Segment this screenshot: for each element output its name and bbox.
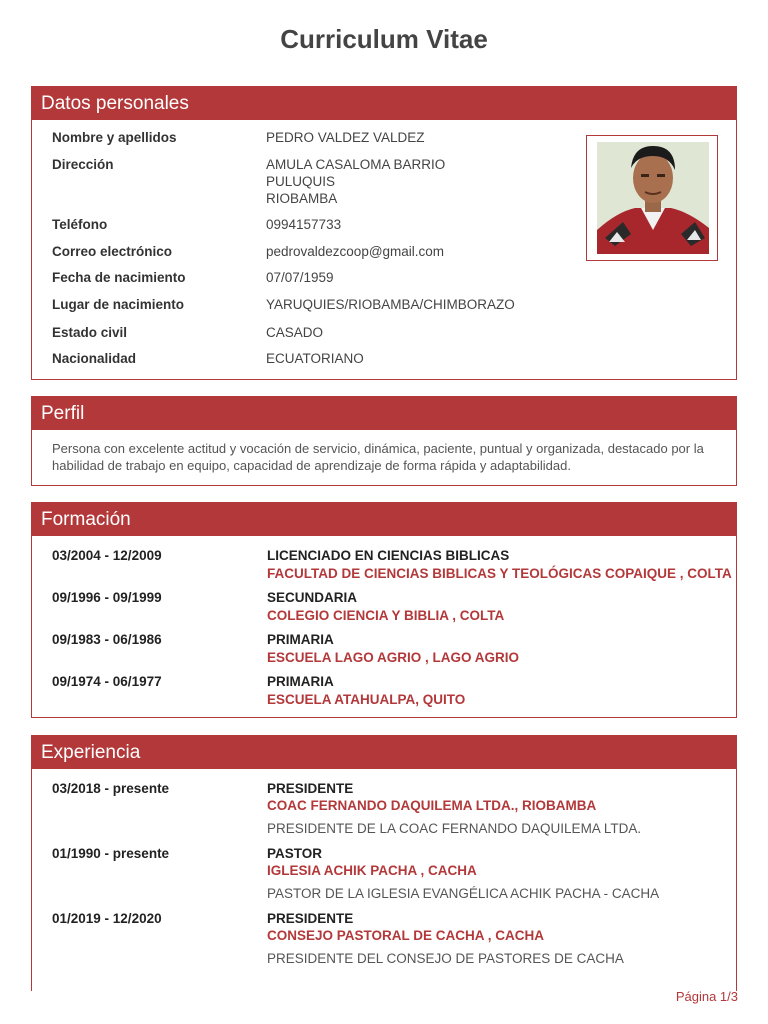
section-header-education: Formación	[32, 503, 736, 536]
field-value-birthdate: 07/07/1959	[266, 270, 334, 285]
field-label-name: Nombre y apellidos	[52, 130, 177, 145]
field-label-email: Correo electrónico	[52, 244, 173, 259]
education-title: SECUNDARIA	[267, 590, 358, 605]
section-profile	[31, 396, 737, 486]
field-value-phone: 0994157733	[266, 217, 342, 232]
education-title: PRIMARIA	[267, 674, 334, 689]
education-institution: ESCUELA LAGO AGRIO , LAGO AGRIO	[267, 650, 520, 665]
experience-description: PRESIDENTE DEL CONSEJO DE PASTORES DE CACHA	[267, 951, 624, 966]
education-dates: 09/1996 - 09/1999	[52, 590, 162, 605]
section-header-profile: Perfil	[32, 397, 736, 430]
education-institution: FACULTAD DE CIENCIAS BIBLICAS Y TEOLÓGICAS COPAIQUE , COLTA	[267, 566, 732, 581]
field-label-civil-status: Estado civil	[52, 325, 128, 340]
profile-text: Persona con excelente actitud y vocación de servicio, dinámica, paciente, puntual y organizada, destacado por la habilidad de trabajo en equipo, capacidad de aprendizaje de forma rápida y adaptabilidad.	[52, 441, 704, 473]
education-title: LICENCIADO EN CIENCIAS BIBLICAS	[267, 548, 510, 563]
page-title: Curriculum Vitae	[280, 24, 488, 54]
section-header-experience: Experiencia	[32, 736, 736, 769]
experience-dates: 01/2019 - 12/2020	[52, 911, 162, 926]
experience-title: PRESIDENTE	[267, 781, 354, 796]
profile-photo	[597, 142, 709, 254]
field-value-address-line3: RIOBAMBA	[266, 191, 338, 206]
field-value-civil-status: CASADO	[266, 325, 324, 340]
field-value-nationality: ECUATORIANO	[266, 351, 364, 366]
experience-title: PRESIDENTE	[267, 911, 354, 926]
education-dates: 09/1983 - 06/1986	[52, 632, 162, 647]
field-label-nationality: Nacionalidad	[52, 351, 137, 366]
education-institution: COLEGIO CIENCIA Y BIBLIA , COLTA	[267, 608, 505, 623]
education-dates: 03/2004 - 12/2009	[52, 548, 162, 563]
experience-description: PRESIDENTE DE LA COAC FERNANDO DAQUILEMA LTDA.	[267, 821, 642, 836]
experience-dates: 01/1990 - presente	[52, 846, 170, 861]
field-label-birthplace: Lugar de nacimiento	[52, 297, 185, 312]
experience-title: PASTOR	[267, 846, 323, 861]
field-value-name: PEDRO VALDEZ VALDEZ	[266, 130, 425, 145]
education-title: PRIMARIA	[267, 632, 334, 647]
field-label-birthdate: Fecha de nacimiento	[52, 270, 186, 285]
field-value-email: pedrovaldezcoop@gmail.com	[266, 244, 445, 259]
page-number: Página 1/3	[675, 989, 738, 1004]
section-header-personal: Datos personales	[32, 87, 736, 120]
section-experience	[31, 735, 737, 991]
field-label-address: Dirección	[52, 157, 114, 172]
experience-organization: COAC FERNANDO DAQUILEMA LTDA., RIOBAMBA	[267, 798, 597, 813]
field-value-address-line1: AMULA CASALOMA BARRIO	[266, 157, 446, 172]
education-institution: ESCUELA ATAHUALPA, QUITO	[267, 692, 466, 707]
experience-description: PASTOR DE LA IGLESIA EVANGÉLICA ACHIK PACHA - CACHA	[267, 886, 660, 901]
experience-organization: IGLESIA ACHIK PACHA , CACHA	[267, 863, 477, 878]
section-personal	[31, 86, 737, 380]
experience-dates: 03/2018 - presente	[52, 781, 170, 796]
section-education	[31, 502, 737, 718]
education-dates: 09/1974 - 06/1977	[52, 674, 162, 689]
photo-frame	[586, 135, 718, 261]
field-value-birthplace: YARUQUIES/RIOBAMBA/CHIMBORAZO	[266, 297, 515, 312]
field-label-phone: Teléfono	[52, 217, 108, 232]
experience-organization: CONSEJO PASTORAL DE CACHA , CACHA	[267, 928, 545, 943]
field-value-address-line2: PULUQUIS	[266, 174, 336, 189]
